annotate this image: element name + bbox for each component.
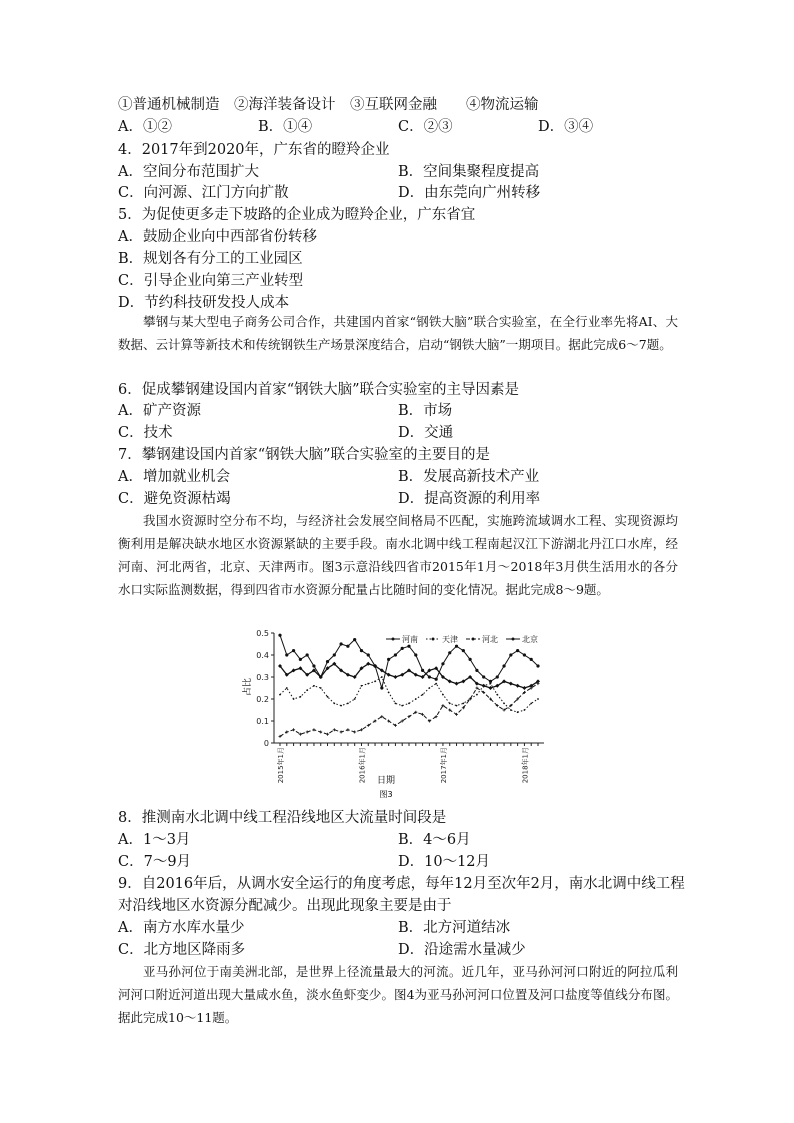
data-point — [333, 728, 336, 731]
data-point — [320, 687, 322, 689]
data-point — [312, 728, 315, 731]
q6-option-a: A．矿产资源 — [118, 403, 201, 419]
data-point — [360, 649, 363, 652]
data-point — [414, 653, 417, 656]
data-point — [442, 694, 444, 696]
data-point — [319, 731, 322, 734]
data-point — [367, 653, 370, 656]
data-point — [523, 653, 526, 656]
data-point — [306, 653, 309, 656]
data-point — [286, 687, 288, 689]
data-point — [490, 683, 492, 685]
data-point — [279, 694, 281, 696]
passage-10-11: 亚马孙河位于南美洲北部，是世界上径流量最大的河流。近几年，亚马孙河河口附近的阿拉瓜利河河口附近河道出现大量咸水鱼，淡水鱼虾变少。图4为亚马孙河河口位置及河口盐度等值线分布图。据此完成10～11题。 — [118, 964, 678, 1025]
data-point — [346, 645, 349, 648]
data-point — [422, 694, 424, 696]
data-point — [299, 658, 302, 661]
data-point — [394, 653, 397, 656]
data-point — [340, 731, 343, 734]
q9-stem-line2: 对沿线地区水资源分配减少。出现此现象主要是由于 — [118, 898, 452, 914]
passage-6-7: 攀钢与某大型电子商务公司合作，共建国内首家“钢铁大脑”联合实验室，在全行业率先将AI、大数据、云计算等新技术和传统钢铁生产场景深度结合，启动“钢铁大脑”一期项目。据此完成6～7题。 — [118, 314, 678, 352]
data-point — [448, 651, 451, 654]
data-point — [456, 705, 458, 707]
data-point — [333, 653, 336, 656]
q6-option-c: C．技术 — [118, 425, 173, 441]
y-tick-label: 0.3 — [256, 673, 269, 682]
data-point — [482, 675, 485, 678]
q4-option-c: C．向河源、江门方向扩散 — [118, 185, 289, 201]
data-point — [522, 686, 526, 690]
q8-stem: 8．推测南水北调中线工程沿线地区大流量时间段是 — [118, 810, 447, 826]
y-tick-label: 0.1 — [256, 717, 269, 726]
data-point — [415, 698, 417, 700]
q9-option-a: A．南方水库水量少 — [118, 920, 245, 936]
data-point — [496, 675, 499, 678]
data-point — [462, 649, 465, 652]
series-河北 — [279, 682, 540, 738]
data-point — [306, 689, 308, 691]
q3-option-b: B．①④ — [258, 119, 313, 135]
q6-stem: 6．促成攀钢建设国内首家“钢铁大脑”联合实验室的主导因素是 — [118, 382, 520, 398]
data-point — [340, 705, 342, 707]
data-point — [517, 711, 519, 713]
x-tick-label: 2015年1月 — [277, 747, 285, 784]
legend-label: 北京 — [522, 635, 538, 644]
data-point — [455, 645, 458, 648]
series-line — [280, 664, 538, 688]
data-point — [340, 642, 343, 645]
data-point — [516, 684, 520, 688]
data-point — [408, 703, 410, 705]
data-point — [388, 692, 390, 694]
data-point — [475, 669, 478, 672]
q9-stem-line1: 9．自2016年后，从调水安全运行的角度考虑，每年12月至次年2月，南水北调中线工程 — [118, 876, 685, 892]
data-point — [469, 658, 472, 661]
y-axis-label: 占比 — [243, 677, 253, 697]
x-tick-label: 2018年1月 — [521, 747, 530, 784]
legend-marker — [432, 638, 435, 641]
q8-option-c: C．7～9月 — [118, 854, 192, 870]
data-point — [421, 669, 424, 672]
data-point — [360, 728, 363, 731]
data-point — [482, 684, 486, 688]
data-point — [326, 733, 329, 736]
chart-marks — [278, 634, 540, 738]
data-point — [476, 694, 478, 696]
q9-option-b: B．北方河道结冰 — [398, 920, 511, 936]
q7-option-c: C．避免资源枯竭 — [118, 491, 231, 507]
data-point — [509, 682, 513, 686]
y-tick-label: 0 — [263, 739, 269, 748]
data-point — [361, 685, 363, 687]
data-point — [313, 685, 315, 687]
data-point — [421, 713, 424, 716]
chart-legend — [386, 634, 538, 644]
q4-option-b: B．空间集聚程度提高 — [398, 164, 540, 180]
q4-option-d: D．由东莞向广州转移 — [398, 185, 541, 201]
data-point — [530, 703, 532, 705]
data-point — [306, 731, 309, 734]
data-point — [428, 675, 431, 678]
q5-option-a: A．鼓励企业向中西部省份转移 — [118, 229, 317, 245]
legend-marker — [472, 638, 475, 641]
q3-items: ①普通机械制造 ②海洋装备设计 ③互联网金融 ④物流运输 — [118, 97, 539, 113]
data-point — [354, 698, 356, 700]
x-tick-label: 2017年1月 — [439, 747, 448, 784]
series-line — [280, 684, 538, 737]
data-point — [503, 703, 505, 705]
q3-option-d: D．③④ — [538, 119, 594, 135]
data-point — [510, 709, 512, 711]
q9-option-d: D．沿途需水量减少 — [398, 942, 526, 958]
data-point — [387, 658, 390, 661]
x-tick-label: 2016年1月 — [358, 747, 367, 784]
data-point — [327, 696, 329, 698]
q6-option-d: D．交通 — [398, 425, 454, 441]
data-point — [407, 645, 410, 648]
data-point — [449, 703, 451, 705]
data-point — [380, 686, 383, 689]
q7-option-b: B．发展高新技术产业 — [398, 469, 540, 485]
data-point — [455, 682, 459, 686]
chart-axes — [256, 629, 544, 783]
data-point — [346, 728, 349, 731]
y-tick-label: 0.4 — [256, 651, 269, 660]
data-point — [326, 660, 329, 663]
data-point — [395, 703, 397, 705]
legend-label: 河南 — [402, 635, 418, 644]
data-point — [435, 683, 437, 685]
data-point — [462, 703, 464, 705]
passage-8-9: 我国水资源时空分布不均，与经济社会发展空间格局不匹配，实施跨流域调水工程、实现资源均衡利用是解决缺水地区水资源紧缺的主要手段。南水北调中线工程南起汉江下游湖北丹江口水库，经河南、河北两省，北京、天津两市。图3示意沿线四省市2015年1月～2018年3月供生活用水的各分水口实际监测数据，得到四省市水资源分配量占比随时间的变化情况。据此完成8～9题。 — [118, 513, 678, 597]
legend-marker — [392, 638, 395, 641]
q8-option-d: D．10～12月 — [398, 854, 491, 870]
series-北京 — [278, 662, 540, 690]
q5-option-b: B．规划各有分工的工业园区 — [118, 251, 303, 267]
x-axis-label: 日期 — [376, 776, 396, 786]
q8-option-b: B．4～6月 — [398, 832, 471, 848]
data-point — [347, 703, 349, 705]
q4-option-a: A．空间分布范围扩大 — [118, 164, 259, 180]
data-point — [509, 653, 512, 656]
y-tick-label: 0.2 — [256, 695, 269, 704]
data-point — [401, 647, 404, 650]
q3-option-c: C．②③ — [398, 119, 453, 135]
q3-option-a: A．①② — [118, 119, 172, 135]
data-point — [524, 709, 526, 711]
q6-option-b: B．市场 — [398, 403, 453, 419]
q7-option-a: A．增加就业机会 — [118, 469, 230, 485]
data-point — [441, 662, 444, 665]
q8-option-a: A．1～3月 — [118, 832, 191, 848]
data-point — [381, 676, 383, 678]
y-tick-label: 0.5 — [256, 629, 269, 638]
data-point — [502, 664, 505, 667]
data-point — [285, 653, 288, 656]
data-point — [530, 658, 533, 661]
data-point — [401, 705, 403, 707]
data-point — [292, 728, 295, 731]
data-point — [496, 694, 498, 696]
data-point — [428, 687, 430, 689]
q5-stem: 5．为促使更多走下坡路的企业成为瞪羚企业，广东省宜 — [118, 207, 476, 223]
q5-option-c: C．引导企业向第三产业转型 — [118, 273, 304, 289]
water-share-chart — [240, 625, 560, 800]
legend-label: 河北 — [482, 635, 498, 644]
data-point — [537, 698, 539, 700]
data-point — [489, 680, 492, 683]
q9-option-c: C．北方地区降雨多 — [118, 942, 246, 958]
q4-stem: 4．2017年到2020年，广东省的瞪羚企业 — [118, 142, 390, 158]
data-point — [293, 698, 295, 700]
q5-option-d: D．节约科技研发投人成本 — [118, 295, 290, 311]
data-point — [333, 703, 335, 705]
data-point — [292, 649, 295, 652]
data-point — [367, 683, 369, 685]
legend-marker — [512, 638, 515, 641]
data-point — [536, 664, 539, 667]
data-point — [393, 675, 397, 679]
data-point — [516, 649, 519, 652]
legend-label: 天津 — [442, 635, 458, 644]
figure-caption: 图3 — [379, 790, 393, 799]
q7-stem: 7．攀钢建设国内首家“钢铁大脑”联合实验室的主要目的是 — [118, 447, 491, 463]
data-point — [374, 681, 376, 683]
data-point — [435, 678, 438, 681]
data-point — [299, 696, 301, 698]
data-point — [353, 638, 356, 641]
q7-option-d: D．提高资源的利用率 — [398, 491, 541, 507]
data-point — [278, 634, 281, 637]
data-point — [353, 731, 356, 734]
data-point — [312, 664, 315, 667]
